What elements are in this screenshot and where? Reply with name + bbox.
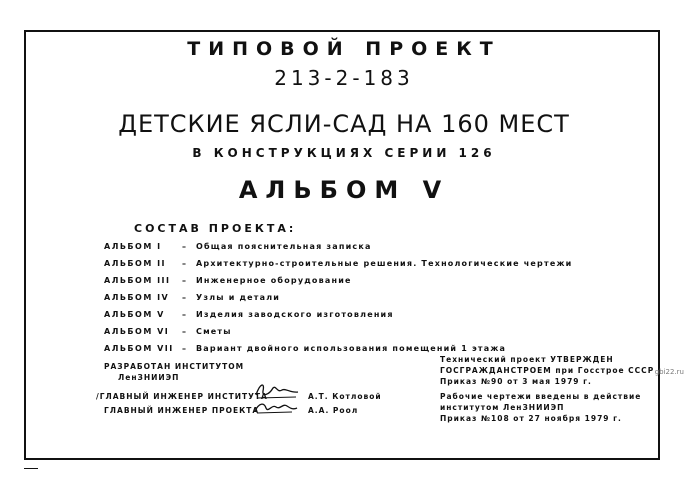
album-row (104, 259, 574, 276)
project-engineer-label: ГЛАВНЫЙ ИНЖЕНЕР ПРОЕКТА (104, 406, 260, 415)
album-description: Архитектурно-строительные решения. Технологические чертежи (196, 259, 573, 268)
watermark-text: gbi22.ru (654, 368, 684, 376)
composition-heading: СОСТАВ ПРОЕКТА: (134, 222, 297, 235)
album-row (104, 276, 574, 293)
album-name: АЛЬБОМ IV (104, 293, 170, 302)
album-dash: – (182, 293, 186, 302)
chief-engineer-name: А.Т. Котловой (308, 392, 382, 401)
album-description: Узлы и детали (196, 293, 281, 302)
album-dash: – (182, 344, 186, 353)
project-engineer-name: А.А. Роол (308, 406, 359, 415)
project-number: 213-2-183 (274, 66, 414, 90)
developer-line-1: РАЗРАБОТАН ИНСТИТУТОМ (104, 362, 245, 371)
approval-line-1: Технический проект УТВЕРЖДЕН (440, 355, 614, 364)
approval-order-2: Приказ №108 от 27 ноября 1979 г. (440, 414, 622, 423)
album-name: АЛЬБОМ VI (104, 327, 170, 336)
album-description: Вариант двойного использования помещений 1 этажа (196, 344, 507, 353)
page-rule (24, 468, 38, 469)
album-name: АЛЬБОМ V (104, 310, 165, 319)
album-dash: – (182, 327, 186, 336)
project-type-title: ТИПОВОЙ ПРОЕКТ (187, 38, 501, 60)
album-name: АЛЬБОМ I (104, 242, 162, 251)
chief-engineer-signature (252, 380, 302, 400)
album-description: Сметы (196, 327, 232, 336)
album-row (104, 293, 574, 310)
project-engineer-signature (252, 398, 300, 416)
approval-line-4: Рабочие чертежи введены в действие (440, 392, 642, 401)
approval-order-1: Приказ №90 от 3 мая 1979 г. (440, 377, 592, 386)
album-dash: – (182, 310, 186, 319)
album-description: Инженерное оборудование (196, 276, 352, 285)
album-description: Общая пояснительная записка (196, 242, 372, 251)
project-main-title: ДЕТСКИЕ ЯСЛИ-САД НА 160 МЕСТ (118, 110, 570, 138)
album-list (104, 242, 574, 361)
approval-line-5: институтом ЛенЗНИИЭП (440, 403, 565, 412)
chief-engineer-label: /ГЛАВНЫЙ ИНЖЕНЕР ИНСТИТУТА (96, 392, 268, 401)
album-row (104, 310, 574, 327)
album-dash: – (182, 242, 186, 251)
album-name: АЛЬБОМ II (104, 259, 167, 268)
album-description: Изделия заводского изготовления (196, 310, 394, 319)
album-name: АЛЬБОМ VII (104, 344, 174, 353)
album-row (104, 327, 574, 344)
project-subtitle: В КОНСТРУКЦИЯХ СЕРИИ 126 (192, 146, 496, 160)
developer-institute: ЛенЗНИИЭП (118, 373, 180, 382)
album-row (104, 242, 574, 259)
approval-line-2: ГОСГРАЖДАНСТРОЕМ при Госстрое СССР (440, 366, 655, 375)
album-dash: – (182, 276, 186, 285)
album-name: АЛЬБОМ III (104, 276, 171, 285)
album-title: АЛЬБОМ V (238, 176, 450, 204)
album-dash: – (182, 259, 186, 268)
